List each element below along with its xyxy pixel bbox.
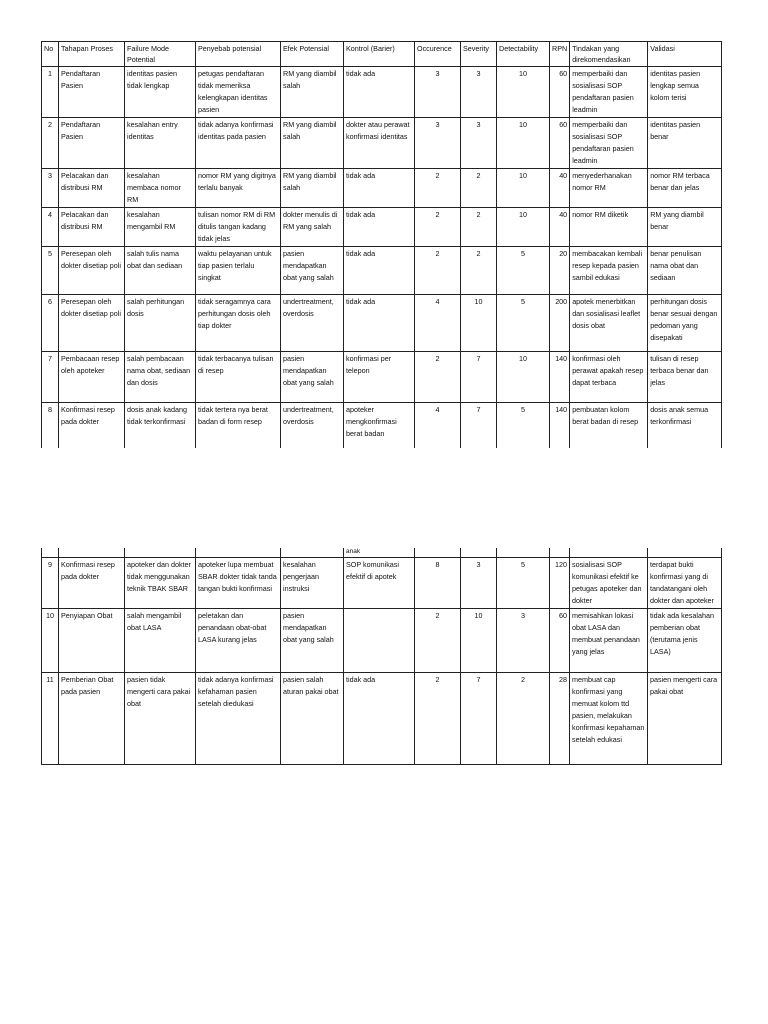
cell-detectability: 10 xyxy=(497,67,550,118)
table-row xyxy=(42,118,722,169)
cell-validasi: pasien mengerti cara pakai obat xyxy=(648,672,722,764)
fmea-table-part-2 xyxy=(41,548,722,765)
cell-detectability: 5 xyxy=(497,295,550,352)
cell-tindakan: menyederhanakan nomor RM xyxy=(570,169,648,208)
header-tindakan: Tindakan yang direkomendasikan xyxy=(570,42,648,67)
cell-no: 5 xyxy=(42,247,59,295)
cell-failure-mode: salah perhitungan dosis xyxy=(125,295,196,352)
cell-tahapan: Pelacakan dan distribusi RM xyxy=(59,169,125,208)
cell-kontrol: tidak ada xyxy=(344,67,415,118)
cell-occurence: 2 xyxy=(415,169,461,208)
cell-tindakan: membacakan kembali resep kepada pasien sambil edukasi xyxy=(570,247,648,295)
header-occurence: Occurence xyxy=(415,42,461,67)
cell-tahapan: Pendaftaran Pasien xyxy=(59,67,125,118)
fmea-table-part-1 xyxy=(41,41,722,448)
cell-no: 2 xyxy=(42,118,59,169)
cell-tindakan: sosialisasi SOP komunikasi efektif ke petugas apoteker dan dokter xyxy=(570,557,648,608)
cell-severity: 10 xyxy=(461,608,497,672)
cell-efek: pasien salah aturan pakai obat xyxy=(281,672,344,764)
header-failure: Failure Mode Potential xyxy=(125,42,196,67)
cell-efek: undertreatment, overdosis xyxy=(281,403,344,448)
cell-penyebab: petugas pendaftaran tidak memeriksa kelengkapan identitas pasien xyxy=(196,67,281,118)
cell-severity: 7 xyxy=(461,352,497,403)
table-row xyxy=(42,67,722,118)
cell-no: 8 xyxy=(42,403,59,448)
cell-detectability: 3 xyxy=(497,608,550,672)
cell-tindakan: apotek menerbitkan dan sosialisasi leaflet dosis obat xyxy=(570,295,648,352)
cell-efek: RM yang diambil salah xyxy=(281,169,344,208)
cell-occurence: 8 xyxy=(415,557,461,608)
cell-failure-mode: apoteker dan dokter tidak menggunakan teknik TBAK SBAR xyxy=(125,557,196,608)
cell-no: 4 xyxy=(42,208,59,247)
cell-validasi: terdapat bukti konfirmasi yang di tandatangani oleh dokter dan apoteker xyxy=(648,557,722,608)
cell-efek: pasien mendapatkan obat yang salah xyxy=(281,608,344,672)
cell-validasi: benar penulisan nama obat dan sediaan xyxy=(648,247,722,295)
cell-severity: 3 xyxy=(461,118,497,169)
cell-occurence: 2 xyxy=(415,672,461,764)
cell-validasi: identitas pasien benar xyxy=(648,118,722,169)
cell-penyebab: nomor RM yang digitnya terlalu banyak xyxy=(196,169,281,208)
header-row xyxy=(42,42,722,67)
cell-occurence: 2 xyxy=(415,608,461,672)
cell-validasi: tidak ada kesalahan pemberian obat (terutama jenis LASA) xyxy=(648,608,722,672)
header-efek: Efek Potensial xyxy=(281,42,344,67)
cell-rpn: 40 xyxy=(550,208,570,247)
cell-occurence: 2 xyxy=(415,247,461,295)
cell-rpn: 28 xyxy=(550,672,570,764)
cell-validasi: perhitungan dosis benar sesuai dengan pedoman yang disepakati xyxy=(648,295,722,352)
cell-rpn: 140 xyxy=(550,352,570,403)
header-penyebab: Penyebab potensial xyxy=(196,42,281,67)
cell-rpn: 60 xyxy=(550,67,570,118)
table-row xyxy=(42,557,722,608)
cell-kontrol: tidak ada xyxy=(344,295,415,352)
cell-rpn: 40 xyxy=(550,169,570,208)
cell-failure-mode: salah tulis nama obat dan sediaan xyxy=(125,247,196,295)
cell-no: 11 xyxy=(42,672,59,764)
cell-efek: undertreatment, overdosis xyxy=(281,295,344,352)
cell-tahapan: Penyiapan Obat xyxy=(59,608,125,672)
table-row xyxy=(42,208,722,247)
cell-occurence: 2 xyxy=(415,208,461,247)
cell-kontrol xyxy=(344,608,415,672)
cell-tahapan: Peresepan oleh dokter disetiap poli xyxy=(59,247,125,295)
cell-detectability: 10 xyxy=(497,352,550,403)
cell-failure-mode: salah mengambil obat LASA xyxy=(125,608,196,672)
table-row xyxy=(42,169,722,208)
cell-no: 6 xyxy=(42,295,59,352)
cell-no: 9 xyxy=(42,557,59,608)
cell-kontrol: SOP komunikasi efektif di apotek xyxy=(344,557,415,608)
cell-severity: 2 xyxy=(461,169,497,208)
cell-failure-mode: salah pembacaan nama obat, sediaan dan dosis xyxy=(125,352,196,403)
cell-rpn: 60 xyxy=(550,118,570,169)
cell-efek: RM yang diambil salah xyxy=(281,118,344,169)
cell-penyebab: tidak terbacanya tulisan di resep xyxy=(196,352,281,403)
cell-severity: 7 xyxy=(461,672,497,764)
cell-validasi: tulisan di resep terbaca benar dan jelas xyxy=(648,352,722,403)
cell-tahapan: Peresepan oleh dokter disetiap poli xyxy=(59,295,125,352)
cell-failure-mode: identitas pasien tidak lengkap xyxy=(125,67,196,118)
cell-severity: 2 xyxy=(461,247,497,295)
cell-severity: 7 xyxy=(461,403,497,448)
cell-kontrol: konfirmasi per telepon xyxy=(344,352,415,403)
cell-tahapan: Konfirmasi resep pada dokter xyxy=(59,557,125,608)
cell-kontrol: tidak ada xyxy=(344,247,415,295)
cell-severity: 2 xyxy=(461,208,497,247)
cell-failure-mode: dosis anak kadang tidak terkonfirmasi xyxy=(125,403,196,448)
table-row xyxy=(42,295,722,352)
continued-row-fragment xyxy=(42,548,722,557)
cell-no: 3 xyxy=(42,169,59,208)
cell-tahapan: Pendaftaran Pasien xyxy=(59,118,125,169)
cell-tahapan: Pemberian Obat pada pasien xyxy=(59,672,125,764)
cell-no: 7 xyxy=(42,352,59,403)
cell-kontrol: tidak ada xyxy=(344,208,415,247)
table-row xyxy=(42,352,722,403)
cell-penyebab: tidak adanya konfirmasi identitas pada pasien xyxy=(196,118,281,169)
cell-tindakan: konfirmasi oleh perawat apakah resep dapat terbaca xyxy=(570,352,648,403)
cell-tahapan: Pelacakan dan distribusi RM xyxy=(59,208,125,247)
cell-penyebab: waktu pelayanan untuk tiap pasien terlalu singkat xyxy=(196,247,281,295)
cell-efek: pasien mendapatkan obat yang salah xyxy=(281,352,344,403)
cell-detectability: 2 xyxy=(497,672,550,764)
cell-kontrol: dokter atau perawat konfirmasi identitas xyxy=(344,118,415,169)
cell-occurence: 3 xyxy=(415,118,461,169)
cell-penyebab: tidak tertera nya berat badan di form resep xyxy=(196,403,281,448)
cell-kontrol: apoteker mengkonfirmasi berat badan xyxy=(344,403,415,448)
cell-efek: kesalahan pengerjaan instruksi xyxy=(281,557,344,608)
cell-occurence: 3 xyxy=(415,67,461,118)
cell-failure-mode: kesalahan entry identitas xyxy=(125,118,196,169)
cell-occurence: 4 xyxy=(415,295,461,352)
cell-kontrol: tidak ada xyxy=(344,169,415,208)
cell-validasi: dosis anak semua terkonfirmasi xyxy=(648,403,722,448)
cell-rpn: 140 xyxy=(550,403,570,448)
header-detectability: Detectability xyxy=(497,42,550,67)
cell-efek: RM yang diambil salah xyxy=(281,67,344,118)
table-row xyxy=(42,403,722,448)
cell-occurence: 4 xyxy=(415,403,461,448)
cell-tahapan: Konfirmasi resep pada dokter xyxy=(59,403,125,448)
cell-penyebab: tidak seragamnya cara perhitungan dosis oleh tiap dokter xyxy=(196,295,281,352)
cell-validasi: identitas pasien lengkap semua kolom terisi xyxy=(648,67,722,118)
cell-occurence: 2 xyxy=(415,352,461,403)
cell-rpn: 20 xyxy=(550,247,570,295)
cell-tindakan: membuat cap konfirmasi yang memuat kolom ttd pasien, melakukan konfirmasi kepahaman setelah edukasi xyxy=(570,672,648,764)
header-validasi: Validasi xyxy=(648,42,722,67)
cell-detectability: 10 xyxy=(497,208,550,247)
cell-rpn: 120 xyxy=(550,557,570,608)
cell-penyebab: apoteker lupa membuat SBAR dokter tidak tanda tangan bukti konfirmasi xyxy=(196,557,281,608)
cell-failure-mode: kesalahan mengambil RM xyxy=(125,208,196,247)
header-rpn: RPN xyxy=(550,42,570,67)
cell-rpn: 60 xyxy=(550,608,570,672)
cell-detectability: 5 xyxy=(497,247,550,295)
cell-failure-mode: pasien tidak mengerti cara pakai obat xyxy=(125,672,196,764)
cell-penyebab: peletakan dan penandaan obat-obat LASA kurang jelas xyxy=(196,608,281,672)
cell-tahapan: Pembacaan resep oleh apoteker xyxy=(59,352,125,403)
cell-tindakan: memperbaiki dan sosialisasi SOP pendaftaran pasien leadmin xyxy=(570,118,648,169)
cell-efek: pasien mendapatkan obat yang salah xyxy=(281,247,344,295)
cell-tindakan: nomor RM diketik xyxy=(570,208,648,247)
table-row xyxy=(42,608,722,672)
cell-no: 1 xyxy=(42,67,59,118)
header-kontrol: Kontrol (Barier) xyxy=(344,42,415,67)
header-no: No xyxy=(42,42,59,67)
cell-detectability: 10 xyxy=(497,118,550,169)
cell-detectability: 5 xyxy=(497,557,550,608)
header-tahapan: Tahapan Proses xyxy=(59,42,125,67)
cell-rpn: 200 xyxy=(550,295,570,352)
cell-tindakan: memisahkan lokasi obat LASA dan membuat penandaan yang jelas xyxy=(570,608,648,672)
cell-tindakan: pembuatan kolom berat badan di resep xyxy=(570,403,648,448)
cell-detectability: 5 xyxy=(497,403,550,448)
cell-severity: 3 xyxy=(461,67,497,118)
table-row xyxy=(42,247,722,295)
cell-validasi: nomor RM terbaca benar dan jelas xyxy=(648,169,722,208)
table-row xyxy=(42,672,722,764)
cell-detectability: 10 xyxy=(497,169,550,208)
cell-kontrol: tidak ada xyxy=(344,672,415,764)
fragment-kontrol: anak xyxy=(344,548,415,557)
cell-tindakan: memperbaiki dan sosialisasi SOP pendaftaran pasien leadmin xyxy=(570,67,648,118)
cell-efek: dokter menulis di RM yang salah xyxy=(281,208,344,247)
cell-penyebab: tidak adanya konfirmasi kefahaman pasien setelah diedukasi xyxy=(196,672,281,764)
cell-severity: 10 xyxy=(461,295,497,352)
cell-penyebab: tulisan nomor RM di RM ditulis tangan kadang tidak jelas xyxy=(196,208,281,247)
cell-severity: 3 xyxy=(461,557,497,608)
header-severity: Severity xyxy=(461,42,497,67)
cell-failure-mode: kesalahan membaca nomor RM xyxy=(125,169,196,208)
cell-validasi: RM yang diambil benar xyxy=(648,208,722,247)
cell-no: 10 xyxy=(42,608,59,672)
